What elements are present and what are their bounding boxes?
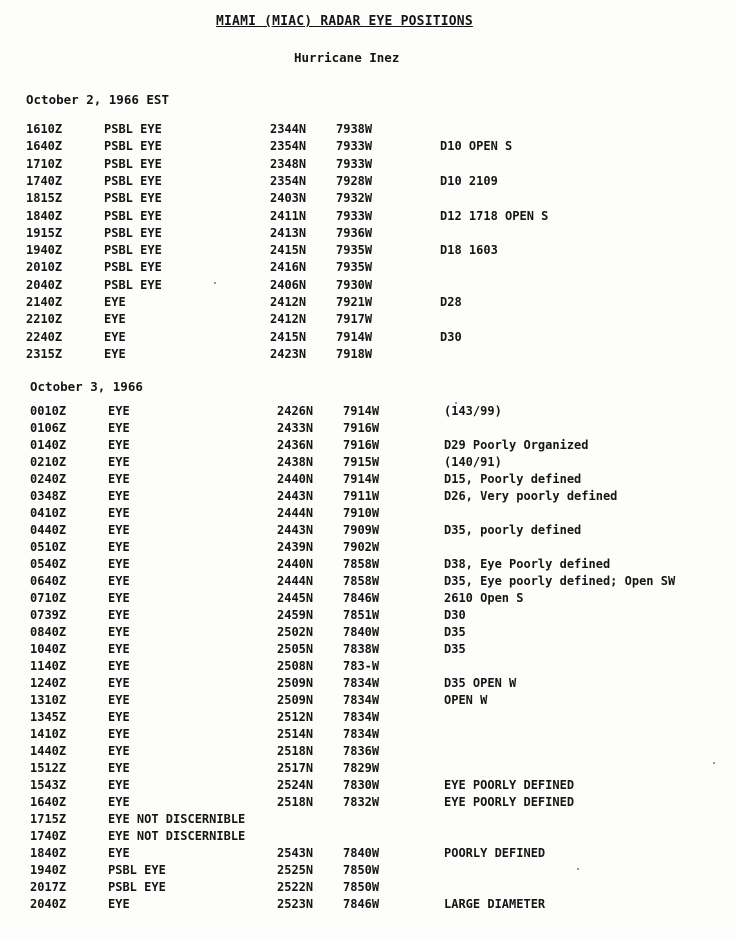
observation-time: 2210Z [26,312,63,327]
observation-time: 1815Z [26,191,63,206]
observation-time: 1410Z [30,727,67,741]
eye-status: EYE [108,608,130,622]
latitude: 2416N [270,260,307,275]
remark: 2610 Open S [444,591,524,605]
eye-status: EYE [108,676,130,690]
latitude: 2415N [270,243,307,258]
longitude: 7911W [343,489,380,503]
latitude: 2411N [270,208,307,223]
eye-status: EYE [108,897,130,911]
latitude: 2508N [277,659,314,673]
remark: D29 Poorly Organized [444,438,589,452]
eye-status: EYE [108,795,130,809]
latitude: 2354N [270,173,307,188]
position-row [0,472,736,489]
observation-time: 0540Z [30,557,67,571]
position-row [0,642,736,659]
latitude: 2433N [277,421,314,435]
position-row [0,693,736,710]
paper-speck [577,868,579,870]
longitude: 7916W [343,438,380,452]
eye-status: PSBL EYE [108,863,166,877]
longitude: 7846W [343,897,380,911]
document-title: MIAMI (MIAC) RADAR EYE POSITIONS [216,14,473,29]
eye-status: PSBL EYE [104,243,162,258]
position-row [0,438,736,455]
remark: D35 [444,642,466,656]
observation-time: 1640Z [26,139,63,154]
latitude: 2502N [277,625,314,639]
longitude: 7834W [343,693,380,707]
observation-time: 2240Z [26,329,63,344]
observation-time: 1840Z [26,208,63,223]
longitude: 7834W [343,676,380,690]
remark: D28 [440,295,462,309]
eye-status: PSBL EYE [104,208,162,223]
latitude: 2525N [277,863,314,877]
remark: D18 1603 [440,243,498,258]
remark: EYE POORLY DEFINED [444,778,575,792]
observation-time: 2315Z [26,346,63,361]
position-row [0,260,736,277]
position-row [0,846,736,863]
remark: (143/99) [444,404,502,418]
observation-time: 1512Z [30,761,67,775]
latitude: 2524N [277,778,314,792]
remark: LARGE DIAMETER [444,897,546,911]
observation-time: 1640Z [30,795,67,809]
position-row [0,761,736,778]
position-row [0,863,736,880]
observation-time: 1543Z [30,778,67,792]
latitude: 2523N [277,897,314,911]
eye-status: EYE [108,523,130,537]
longitude: 7932W [336,191,373,206]
eye-status: EYE [108,727,130,741]
eye-status: PSBL EYE [104,139,162,154]
eye-status: EYE [108,710,130,724]
longitude: 7851W [343,608,380,622]
position-row [0,226,736,243]
longitude: 7936W [336,225,373,240]
longitude: 7838W [343,642,380,656]
observation-time: 0510Z [30,540,67,554]
position-row [0,243,736,260]
latitude: 2412N [270,295,307,309]
eye-status: EYE [104,312,126,327]
position-row [0,608,736,625]
eye-status: EYE [108,404,130,418]
observation-time: 0210Z [30,455,67,469]
eye-status: EYE [108,472,130,486]
longitude: 7830W [343,778,380,792]
longitude: 7916W [343,421,380,435]
observation-time: 0710Z [30,591,67,605]
longitude: 7858W [343,574,380,588]
position-row [0,122,736,139]
observation-time: 1940Z [30,863,67,877]
longitude: 7834W [343,727,380,741]
eye-status: EYE [108,438,130,452]
paper-speck [455,402,457,404]
remark: D15, Poorly defined [444,472,582,486]
latitude: 2512N [277,710,314,724]
longitude: 7840W [343,846,380,860]
latitude: 2445N [277,591,314,605]
position-row [0,347,736,364]
latitude: 2415N [270,329,307,344]
longitude: 7850W [343,863,380,877]
latitude: 2444N [277,574,314,588]
eye-status: PSBL EYE [104,260,162,275]
eye-status: EYE [108,693,130,707]
latitude: 2403N [270,191,307,206]
remark: D35 [444,625,466,639]
eye-status: EYE [108,659,130,673]
observation-time: 0440Z [30,523,67,537]
eye-status: EYE [108,642,130,656]
observation-time: 1915Z [26,225,63,240]
eye-status: PSBL EYE [108,880,166,894]
eye-status: PSBL EYE [104,191,162,206]
position-row [0,744,736,761]
position-row [0,710,736,727]
eye-status: EYE [108,455,130,469]
remark: D30 [440,329,462,344]
latitude: 2514N [277,727,314,741]
latitude: 2423N [270,346,307,361]
longitude: 7918W [336,346,373,361]
observation-time: 1440Z [30,744,67,758]
position-row [0,557,736,574]
remark: D35, Eye poorly defined; Open SW [444,574,676,588]
latitude: 2438N [277,455,314,469]
position-row [0,829,736,846]
observation-time: 0010Z [30,404,67,418]
latitude: 2413N [270,225,307,240]
position-row [0,676,736,693]
observation-time: 0739Z [30,608,67,622]
eye-status: PSBL EYE [104,156,162,171]
eye-status: EYE [108,421,130,435]
observation-time: 1240Z [30,676,67,690]
position-row [0,778,736,795]
position-row [0,523,736,540]
position-row [0,625,736,642]
longitude: 7914W [343,404,380,418]
latitude: 2344N [270,122,307,136]
eye-status: EYE [104,329,126,344]
longitude: 7938W [336,122,373,136]
latitude: 2443N [277,489,314,503]
remark: D30 [444,608,466,622]
latitude: 2518N [277,795,314,809]
position-row [0,295,736,312]
longitude: 7917W [336,312,373,327]
longitude: 7928W [336,173,373,188]
latitude: 2439N [277,540,314,554]
remark: (140/91) [444,455,502,469]
observation-time: 0348Z [30,489,67,503]
latitude: 2354N [270,139,307,154]
eye-status: EYE NOT DISCERNIBLE [108,829,246,843]
eye-status: EYE [108,506,130,520]
longitude: 7935W [336,243,373,258]
observation-time: 2017Z [30,880,67,894]
eye-status: EYE [108,625,130,639]
position-row [0,659,736,676]
eye-status: EYE NOT DISCERNIBLE [108,812,246,826]
observation-time: 1740Z [30,829,67,843]
position-row [0,455,736,472]
position-row [0,404,736,421]
eye-status: EYE [108,778,130,792]
remark: D26, Very poorly defined [444,489,618,503]
eye-status: EYE [108,591,130,605]
position-row [0,174,736,191]
latitude: 2509N [277,676,314,690]
longitude: 7933W [336,208,373,223]
latitude: 2518N [277,744,314,758]
latitude: 2517N [277,761,314,775]
position-row [0,139,736,156]
latitude: 2412N [270,312,307,327]
eye-status: EYE [108,557,130,571]
position-row [0,209,736,226]
position-row [0,191,736,208]
position-row [0,897,736,914]
observation-time: 0410Z [30,506,67,520]
longitude: 7930W [336,277,373,292]
latitude: 2505N [277,642,314,656]
observation-time: 2140Z [26,295,63,309]
eye-status: EYE [108,540,130,554]
longitude: 7850W [343,880,380,894]
longitude: 7935W [336,260,373,275]
observation-time: 0840Z [30,625,67,639]
longitude: 7910W [343,506,380,520]
section-date: October 2, 1966 EST [26,92,169,107]
latitude: 2543N [277,846,314,860]
longitude: 7840W [343,625,380,639]
longitude: 7909W [343,523,380,537]
eye-status: EYE [104,295,126,309]
position-row [0,812,736,829]
eye-status: EYE [108,489,130,503]
observation-time: 1940Z [26,243,63,258]
eye-status: EYE [108,761,130,775]
remark: D12 1718 OPEN S [440,208,549,223]
position-row [0,278,736,295]
observation-time: 2010Z [26,260,63,275]
observation-time: 1140Z [30,659,67,673]
longitude: 7921W [336,295,373,309]
observation-time: 1840Z [30,846,67,860]
observation-time: 0106Z [30,421,67,435]
eye-status: EYE [108,744,130,758]
longitude: 7834W [343,710,380,724]
eye-status: PSBL EYE [104,122,162,136]
position-row [0,330,736,347]
position-row [0,506,736,523]
position-row [0,489,736,506]
remark: OPEN W [444,693,488,707]
longitude: 7933W [336,139,373,154]
remark: D35 OPEN W [444,676,517,690]
observation-time: 1310Z [30,693,67,707]
longitude: 783-W [343,659,380,673]
latitude: 2436N [277,438,314,452]
observation-time: 1040Z [30,642,67,656]
longitude: 7914W [336,329,373,344]
remark: D35, poorly defined [444,523,582,537]
longitude: 7902W [343,540,380,554]
observation-time: 2040Z [26,277,63,292]
observation-time: 2040Z [30,897,67,911]
longitude: 7832W [343,795,380,809]
observation-time: 1715Z [30,812,67,826]
remark: D10 2109 [440,173,498,188]
position-row [0,574,736,591]
position-row [0,421,736,438]
longitude: 7914W [343,472,380,486]
latitude: 2406N [270,277,307,292]
position-row [0,157,736,174]
observation-time: 0140Z [30,438,67,452]
position-row [0,727,736,744]
remark: D10 OPEN S [440,139,513,154]
remark: EYE POORLY DEFINED [444,795,575,809]
eye-status: PSBL EYE [104,225,162,240]
longitude: 7858W [343,557,380,571]
observation-time: 1710Z [26,156,63,171]
eye-status: PSBL EYE [104,173,162,188]
position-row [0,795,736,812]
remark: D38, Eye Poorly defined [444,557,611,571]
latitude: 2444N [277,506,314,520]
latitude: 2443N [277,523,314,537]
observation-time: 1345Z [30,710,67,724]
position-row [0,312,736,329]
longitude: 7836W [343,744,380,758]
position-row [0,880,736,897]
latitude: 2440N [277,472,314,486]
position-row [0,540,736,557]
remark: POORLY DEFINED [444,846,546,860]
latitude: 2522N [277,880,314,894]
observation-time: 1610Z [26,122,63,136]
latitude: 2348N [270,156,307,171]
observation-time: 0240Z [30,472,67,486]
longitude: 7915W [343,455,380,469]
observation-time: 1740Z [26,173,63,188]
position-row [0,591,736,608]
latitude: 2426N [277,404,314,418]
observation-time: 0640Z [30,574,67,588]
latitude: 2509N [277,693,314,707]
eye-status: PSBL EYE [104,277,162,292]
document-subtitle: Hurricane Inez [294,50,400,65]
section-date: October 3, 1966 [30,379,143,394]
longitude: 7829W [343,761,380,775]
paper-speck [214,282,216,284]
longitude: 7933W [336,156,373,171]
latitude: 2440N [277,557,314,571]
paper-speck [713,762,715,764]
eye-status: EYE [104,346,126,361]
longitude: 7846W [343,591,380,605]
eye-status: EYE [108,574,130,588]
latitude: 2459N [277,608,314,622]
eye-status: EYE [108,846,130,860]
